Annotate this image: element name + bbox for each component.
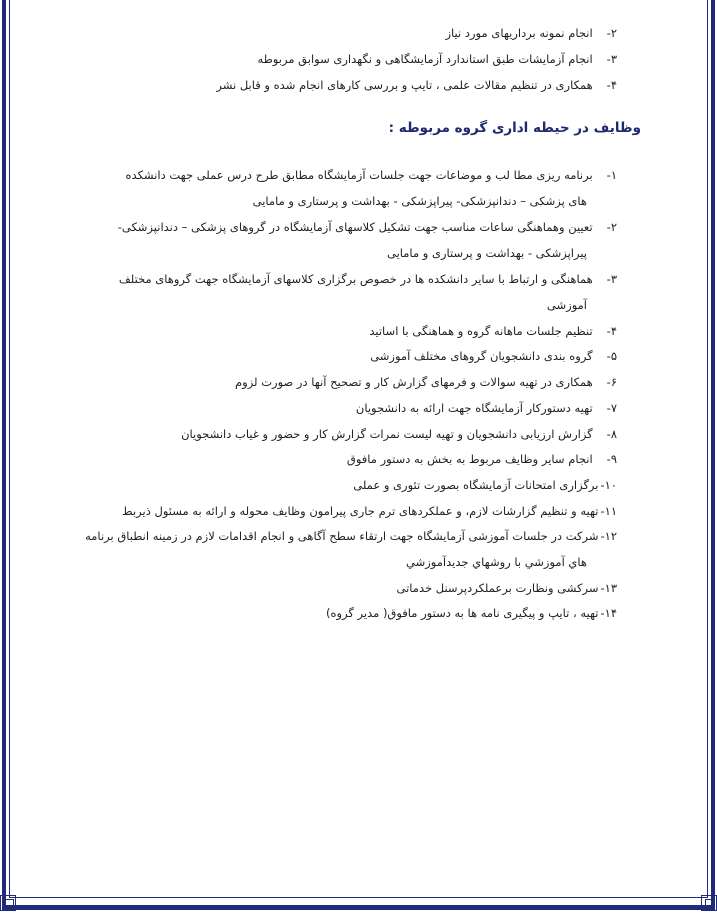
item-text: انجام آزمایشات طبق استاندارد آزمایشگاهی و نگهداری سوابق مربوطه: [257, 52, 593, 66]
item-number: ۹-: [606, 452, 617, 466]
section-heading: وظایف در حیطه اداری گروه مربوطه :: [388, 120, 641, 136]
page-border-bottom: [2, 905, 715, 910]
item-text: سرکشی ونظارت برعملکردپرسنل خدماتی: [396, 581, 599, 595]
item-number: ۱۳-: [600, 581, 617, 595]
item-text: برگزاری امتحانات آزمایشگاه بصورت تئوری و عملی: [353, 478, 599, 492]
item-number: ۱۱-: [600, 504, 617, 518]
item-text: برنامه ریزی مطا لب و موضاعات جهت جلسات آزمایشگاه مطابق طرح درس عملی جهت دانشکده: [125, 168, 593, 182]
item-number: ۳-: [606, 52, 617, 66]
item-text: آموزشی: [546, 298, 587, 312]
item-text: همکاری در تنظیم مقالات علمی ، تایپ و بررسی کارهای انجام شده و قابل نشر: [216, 78, 593, 92]
item-text: انجام سایر وظایف مربوط به بخش به دستور مافوق: [346, 452, 593, 466]
item-number: ۱۰-: [600, 478, 617, 492]
top-list-item: [446, 25, 618, 41]
item-number: ۲-: [606, 220, 617, 234]
item-number: ۴-: [606, 78, 617, 92]
list-item-continuation: [253, 193, 587, 209]
list-item: [326, 605, 617, 621]
list-item: [369, 323, 617, 339]
item-text: پیراپزشکی - بهداشت و پرستاری و مامایی: [386, 246, 587, 260]
item-text: تهیه دستورکار آزمایشگاه جهت ارائه به دانشجویان: [355, 401, 593, 415]
item-number: ۴-: [606, 324, 617, 338]
list-item: [353, 477, 617, 493]
item-number: ۱-: [606, 168, 617, 182]
list-item: [235, 374, 617, 390]
top-list-item: [258, 51, 617, 67]
top-list-item: [216, 77, 617, 93]
item-number: ۳-: [606, 272, 617, 286]
item-text: تهیه ، تایپ و پیگیری نامه ها به دستور مافوق( مدیر گروه): [326, 606, 599, 620]
item-text: گروه بندی دانشجویان گروهای مختلف آموزشی: [370, 349, 593, 363]
item-number: ۱۴-: [600, 606, 617, 620]
page-border-right: [711, 0, 715, 905]
page-border-right-inner: [707, 0, 708, 898]
list-item-continuation: [406, 554, 587, 570]
list-item: [356, 400, 617, 416]
item-text: های پزشکی – دندانپزشکی- پیراپزشکی - بهداشت و پرستاری و مامایی: [252, 194, 587, 208]
item-number: ۲-: [606, 26, 617, 40]
list-item: [119, 271, 617, 287]
list-item: [126, 167, 617, 183]
item-number: ۱۲-: [600, 529, 617, 543]
list-item: [85, 528, 617, 544]
page-border-left-inner: [9, 0, 10, 898]
item-number: ۶-: [606, 375, 617, 389]
item-text: هاي آموزشي با روشهاي جديدآموزشي: [406, 555, 587, 569]
list-item: [397, 580, 618, 596]
list-item: [181, 426, 617, 442]
item-text: همکاری در تهیه سوالات و فرمهای گزارش کار و تصحیح آنها در صورت لزوم: [235, 375, 593, 389]
item-text: تنظیم جلسات ماهانه گروه و هماهنگی با اساتید: [369, 324, 593, 338]
border-corner-ornament: [0, 895, 16, 911]
item-text: گزارش ارزیابی دانشجویان و تهیه لیست نمرات گزارش کار و حضور و غیاب دانشجویان: [181, 427, 593, 441]
item-text: انجام نمونه برداریهای مورد نیاز: [445, 26, 593, 40]
list-item-continuation: [547, 297, 587, 313]
list-item: [118, 219, 617, 235]
item-text: تهیه و تنظیم گزارشات لازم، و عملکردهای ترم جاری پیرامون وظایف محوله و ارائه به مسئول ذیربط: [122, 504, 599, 518]
item-text: تعیین وهماهنگی ساعات مناسب جهت تشکیل کلاسهای آزمایشگاه در گروهای پزشکی – دندانپزشکی-: [117, 220, 593, 234]
list-item: [122, 503, 617, 519]
page-border-bottom-inner: [9, 897, 708, 898]
item-text: هماهنگی و ارتباط با سایر دانشکده ها در خصوص برگزاری کلاسهای آزمایشگاه جهت گروهای مختلف: [118, 272, 593, 286]
page-border-left: [2, 0, 6, 905]
item-number: ۵-: [606, 349, 617, 363]
item-text: شرکت در جلسات آموزشی آزمایشگاه جهت ارتقاء سطح آگاهی و انجام اقدامات لازم در زمینه انطباق برنامه: [85, 529, 599, 543]
list-item: [370, 348, 617, 364]
list-item-continuation: [387, 245, 587, 261]
item-number: ۷-: [606, 401, 617, 415]
item-number: ۸-: [606, 427, 617, 441]
border-corner-ornament: [701, 895, 717, 911]
list-item: [347, 451, 617, 467]
